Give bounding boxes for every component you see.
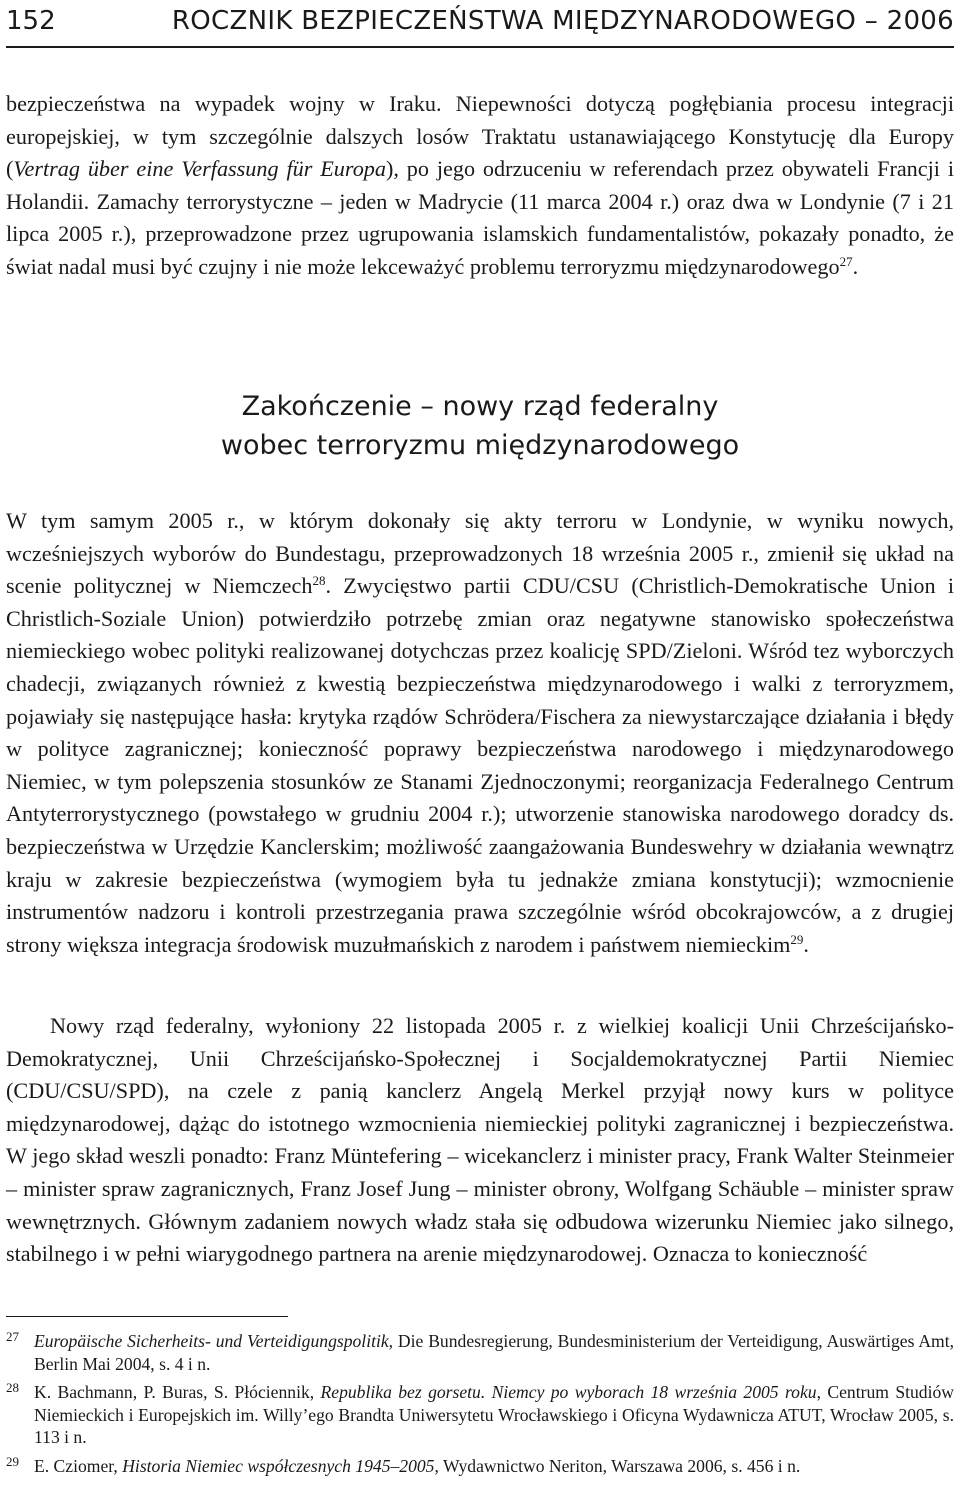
footnote-divider [6, 1316, 288, 1317]
footnote-ref-29[interactable]: 29 [790, 931, 804, 947]
footnote-text: , Die Bundesregierung, Bundesministerium der Verteidigung, Auswärtiges Amt, Berlin Mai 2004, s. 4 i n. [34, 1331, 954, 1374]
footnote-italic-title: Republika bez gorsetu. Niemcy po wyborach 18 września 2005 roku [320, 1382, 817, 1402]
paragraph-text: . [852, 253, 859, 279]
section-heading-line-2: wobec terroryzmu międzynarodowego [220, 430, 740, 461]
paragraph-text: ), po jego odrzuceniu w referendach przez obywateli Francji i Holandii. Zamachy terrorystyczne – jeden w Madrycie (11 marca 2004 r.) oraz dwa w Londynie (7 i 21 lipca 2005 r.), przeprowadzone przez ugrupowania islamskich fundamentalistów, pokazały ponadto, że świat nadal musi być czujny i nie może lekceważyć problemu terroryzmu międzynarodowego [6, 156, 954, 279]
running-title: ROCZNIK BEZPIECZEŃSTWA MIĘDZYNARODOWEGO – 2006 [171, 6, 954, 36]
footnote-text: , Centrum Studiów Niemieckich i Europejskich im. Willy’ego Brandta Uniwersytetu Wrocławskiego i Oficyna Wydawnicza ATUT, Wrocław 2005, s. 113 i n. [34, 1382, 954, 1447]
paragraph-text: Nowy rząd federalny, wyłoniony 22 listopada 2005 r. z wielkiej koalicji Unii Chrześcijańsko-Demokratycznej, Unii Chrześcijańsko-Społecznej i Socjaldemokratycznej Partii Niemiec (CDU/CSU/SPD), na czele z panią kanclerz Angelą Merkel przyjął nowy kurs w polityce międzynarodowej, dążąc do istotnego wzmocnienia niemieckiej polityki zagranicznej i bezpieczeństwa. W jego skład weszli ponadto: Franz Müntefering – wicekanclerz i minister pracy, Frank Walter Steinmeier – minister spraw zagranicznych, Franz Josef Jung – minister obrony, Wolfgang Schäuble – minister spraw wewnętrznych. Głównym zadaniem nowych władz stała się odbudowa wizerunku Niemiec jako silnego, stabilnego i w pełni wiarygodnego partnera na arenie międzynarodowej. Oznacza to konieczność [6, 1013, 954, 1267]
footnote-italic-title: Europäische Sicherheits- und Verteidigungspolitik [34, 1331, 389, 1351]
paragraph-text: bezpieczeństwa na wypadek wojny w Iraku. Niepewności dotyczą pogłębiania procesu integracji europejskiej, w tym szczególnie dalszych losów Traktatu ustanawiającego Konstytucję dla Europy ( [6, 91, 954, 182]
footnote-text: , Wydawnictwo Neriton, Warszawa 2006, s. 456 i n. [434, 1455, 801, 1476]
paragraph-text: . Zwycięstwo partii CDU/CSU (Christlich-Demokratische Union i Christlich-Soziale Union) potwierdziło potrzebę zmian oraz negatywne stanowisko społeczeństwa niemieckiego wobec polityki realizowanej dotychczas przez koalicję SPD/Zieloni. Wśród tez wyborczych chadecji, związanych również z kwestią bezpieczeństwa międzynarodowego i walki z terroryzmem, pojawiały się następujące hasła: krytyka rządów Schrödera/Fischera za niewystarczające działania i błędy w polityce zagranicznej; konieczność poprawy bezpieczeństwa narodowego i międzynarodowego Niemiec, w tym polepszenia stosunków ze Stanami Zjednoczonymi; reorganizacja Federalnego Centrum Antyterrorystycznego (powstałego w grudniu 2004 r.); utworzenie stanowiska narodowego doradcy ds. bezpieczeństwa w Urzędzie Kanclerskim; możliwość zaangażowania Bundeswehry w działania wewnątrz kraju w zakresie bezpieczeństwa (wymogiem była tu jednakże zmiana konstytucji); wzmocnienie instrumentów nadzoru i kontroli przestrzegania prawa szczególnie wśród obcokrajowców, a z drugiej strony większa integracja środowisk muzułmańskich z narodem i państwem niemieckim [6, 573, 954, 957]
footnote-number: 27 [6, 1329, 19, 1344]
footnotes [6, 1330, 954, 1483]
paragraph-text: . [803, 931, 809, 957]
footnote-italic-title: Historia Niemiec współczesnych 1945–2005 [122, 1455, 435, 1476]
running-header [6, 0, 954, 48]
footnote-28 [6, 1381, 954, 1449]
page-number: 152 [6, 6, 56, 36]
section-heading [0, 387, 960, 465]
footnote-ref-27[interactable]: 27 [839, 253, 853, 269]
paragraph-2 [6, 505, 954, 961]
footnote-number: 29 [6, 1453, 19, 1469]
italic-title: Vertrag über eine Verfassung für Europa [13, 156, 386, 182]
footnote-27 [6, 1330, 954, 1375]
footnote-29 [6, 1455, 954, 1478]
paragraph-1 [6, 88, 954, 284]
paragraph-text: W tym samym 2005 r., w którym dokonały się akty terroru w Londynie, w wyniku nowych, wcześniejszych wyborów do Bundestagu, przeprowadzonych 18 września 2005 r., zmienił się układ na scenie politycznej w Niemczech [6, 508, 954, 599]
footnote-text: K. Bachmann, P. Buras, S. Płóciennik, [34, 1382, 321, 1402]
footnote-ref-28[interactable]: 28 [312, 573, 326, 589]
section-heading-line-1: Zakończenie – nowy rząd federalny [241, 391, 719, 422]
footnote-text: E. Cziomer, [34, 1455, 123, 1476]
paragraph-3 [6, 1010, 954, 1271]
footnote-number: 28 [6, 1380, 19, 1395]
